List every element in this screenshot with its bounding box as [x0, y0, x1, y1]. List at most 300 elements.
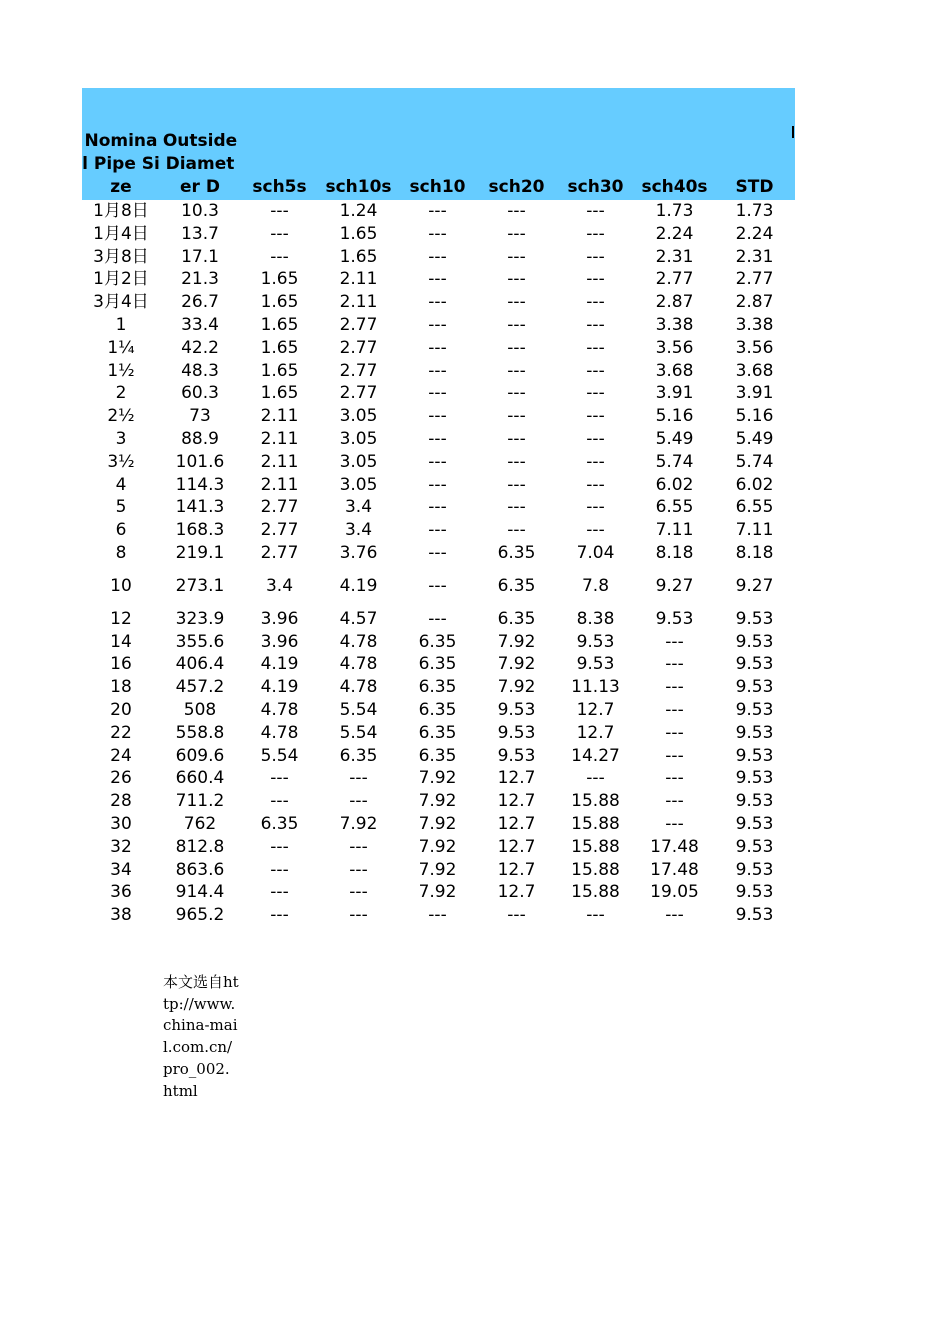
- thickness-cell: 2.77: [339, 360, 378, 381]
- table-row: [82, 337, 795, 360]
- thickness-cell: 2.77: [260, 542, 299, 563]
- thickness-cell: ---: [586, 223, 605, 244]
- table-row: [82, 745, 795, 768]
- thickness-cell: 3.91: [655, 383, 694, 404]
- outside-diameter-cell: 273.1: [175, 575, 225, 596]
- thickness-cell: 6.02: [655, 474, 694, 495]
- outside-diameter-cell: 323.9: [175, 608, 225, 629]
- thickness-cell: 9.27: [655, 575, 694, 596]
- table-row: [82, 474, 795, 497]
- nominal-size-cell: 6: [115, 520, 127, 541]
- thickness-cell: ---: [507, 383, 526, 404]
- thickness-cell: 7.92: [418, 882, 457, 903]
- table-row: [82, 790, 795, 813]
- thickness-cell: 12.7: [497, 791, 536, 812]
- thickness-cell: ---: [270, 223, 289, 244]
- outside-diameter-cell: 457.2: [175, 677, 225, 698]
- thickness-cell: 6.35: [497, 608, 536, 629]
- thickness-cell: 7.92: [497, 677, 536, 698]
- thickness-cell: ---: [665, 722, 684, 743]
- nominal-size-cell: 5: [115, 497, 127, 518]
- thickness-cell: 2.87: [735, 292, 774, 313]
- thickness-cell: ---: [270, 859, 289, 880]
- thickness-cell: ---: [586, 292, 605, 313]
- thickness-cell: 12.7: [497, 836, 536, 857]
- thickness-cell: 2.77: [339, 383, 378, 404]
- outside-diameter-cell: 10.3: [181, 201, 219, 221]
- table-row: [82, 813, 795, 836]
- thickness-cell: 2.77: [339, 314, 378, 335]
- thickness-cell: 9.53: [497, 699, 536, 720]
- thickness-cell: 9.27: [735, 575, 774, 596]
- thickness-cell: ---: [270, 882, 289, 903]
- thickness-cell: 7.04: [576, 542, 615, 563]
- outside-diameter-cell: 609.6: [175, 745, 225, 766]
- thickness-cell: ---: [665, 699, 684, 720]
- thickness-cell: 1.65: [260, 337, 299, 358]
- thickness-cell: ---: [349, 836, 368, 857]
- thickness-cell: 8.18: [655, 542, 694, 563]
- thickness-cell: 1.73: [735, 201, 774, 221]
- nominal-size-cell: 1月2日: [93, 269, 149, 290]
- thickness-cell: ---: [586, 360, 605, 381]
- thickness-cell: ---: [507, 246, 526, 267]
- table-row: [82, 519, 795, 542]
- thickness-cell: 3.68: [655, 360, 694, 381]
- thickness-cell: 2.77: [735, 269, 774, 290]
- table-row: [82, 836, 795, 859]
- thickness-cell: 3.38: [735, 314, 774, 335]
- thickness-cell: ---: [428, 337, 447, 358]
- thickness-cell: 9.53: [497, 745, 536, 766]
- thickness-cell: 15.88: [571, 836, 620, 857]
- thickness-cell: 6.02: [735, 474, 774, 495]
- thickness-cell: 7.92: [418, 836, 457, 857]
- nominal-size-cell: 2: [115, 383, 127, 404]
- thickness-cell: 2.11: [339, 292, 378, 313]
- thickness-cell: ---: [428, 428, 447, 449]
- thickness-cell: 7.11: [735, 520, 774, 541]
- thickness-cell: 1.24: [339, 201, 378, 221]
- thickness-cell: 9.53: [735, 699, 774, 720]
- thickness-cell: 6.35: [418, 654, 457, 675]
- thickness-cell: ---: [428, 520, 447, 541]
- thickness-cell: ---: [586, 246, 605, 267]
- thickness-cell: 7.92: [497, 631, 536, 652]
- thickness-cell: 1.73: [655, 201, 694, 221]
- outside-diameter-cell: 762: [183, 813, 217, 834]
- header-nominal-pipe-size: Nominal Pipe Size: [82, 88, 160, 200]
- outside-diameter-cell: 406.4: [175, 654, 225, 675]
- thickness-cell: ---: [428, 406, 447, 427]
- thickness-cell: 7.92: [418, 791, 457, 812]
- nominal-size-cell: 1: [115, 314, 127, 335]
- header-sch10s: sch10s: [319, 88, 398, 200]
- thickness-cell: 9.53: [576, 654, 615, 675]
- thickness-cell: 3.4: [344, 520, 373, 541]
- thickness-cell: 9.53: [735, 677, 774, 698]
- thickness-cell: 12.7: [497, 813, 536, 834]
- thickness-cell: ---: [507, 269, 526, 290]
- thickness-cell: ---: [507, 905, 526, 926]
- thickness-cell: ---: [349, 859, 368, 880]
- thickness-cell: 4.78: [339, 677, 378, 698]
- thickness-cell: 9.53: [655, 608, 694, 629]
- thickness-cell: ---: [428, 542, 447, 563]
- thickness-cell: ---: [586, 383, 605, 404]
- nominal-size-cell: 1¼: [107, 337, 135, 358]
- thickness-cell: 2.11: [260, 474, 299, 495]
- table-body: [82, 200, 795, 927]
- outside-diameter-cell: 17.1: [181, 246, 219, 267]
- thickness-cell: 7.92: [418, 768, 457, 789]
- header-sch5s: sch5s: [240, 88, 319, 200]
- thickness-cell: ---: [507, 520, 526, 541]
- thickness-cell: ---: [428, 905, 447, 926]
- thickness-cell: ---: [270, 836, 289, 857]
- outside-diameter-cell: 101.6: [175, 451, 225, 472]
- header-std: STD: [714, 88, 795, 200]
- thickness-cell: 5.54: [260, 745, 299, 766]
- thickness-cell: 7.92: [339, 813, 378, 834]
- nominal-size-cell: 14: [110, 631, 132, 652]
- thickness-cell: 9.53: [735, 654, 774, 675]
- thickness-cell: 1.65: [260, 314, 299, 335]
- thickness-cell: 5.16: [735, 406, 774, 427]
- thickness-cell: 3.05: [339, 406, 378, 427]
- thickness-cell: 15.88: [571, 859, 620, 880]
- thickness-cell: 2.77: [655, 269, 694, 290]
- thickness-cell: 3.38: [655, 314, 694, 335]
- thickness-cell: ---: [270, 791, 289, 812]
- thickness-cell: 4.78: [260, 722, 299, 743]
- thickness-cell: 2.77: [339, 337, 378, 358]
- table-row: [82, 428, 795, 451]
- nominal-size-cell: 4: [115, 474, 127, 495]
- thickness-cell: 3.91: [735, 383, 774, 404]
- nominal-size-cell: 38: [110, 905, 132, 926]
- thickness-cell: 2.77: [260, 520, 299, 541]
- thickness-cell: 3.05: [339, 474, 378, 495]
- thickness-cell: 9.53: [735, 631, 774, 652]
- thickness-cell: 1.65: [260, 292, 299, 313]
- thickness-cell: 4.19: [260, 654, 299, 675]
- column-edge-mark: [792, 126, 794, 138]
- table-header: [82, 88, 795, 200]
- outside-diameter-cell: 812.8: [175, 836, 225, 857]
- thickness-cell: ---: [665, 791, 684, 812]
- thickness-cell: 12.7: [497, 859, 536, 880]
- thickness-cell: ---: [586, 474, 605, 495]
- outside-diameter-cell: 141.3: [175, 497, 225, 518]
- thickness-cell: 6.35: [497, 542, 536, 563]
- table-row: [82, 360, 795, 383]
- header-row: [82, 88, 795, 200]
- thickness-cell: 4.19: [260, 677, 299, 698]
- table-row: [82, 904, 795, 927]
- thickness-cell: ---: [507, 406, 526, 427]
- thickness-cell: 4.57: [339, 608, 378, 629]
- thickness-cell: 12.7: [497, 768, 536, 789]
- thickness-cell: ---: [665, 768, 684, 789]
- outside-diameter-cell: 219.1: [175, 542, 225, 563]
- thickness-cell: ---: [349, 882, 368, 903]
- thickness-cell: ---: [428, 223, 447, 244]
- thickness-cell: 2.87: [655, 292, 694, 313]
- table-row: [82, 881, 795, 904]
- thickness-cell: ---: [586, 406, 605, 427]
- thickness-cell: ---: [428, 497, 447, 518]
- thickness-cell: 6.55: [735, 497, 774, 518]
- nominal-size-cell: 26: [110, 768, 132, 789]
- thickness-cell: ---: [428, 269, 447, 290]
- nominal-size-cell: 18: [110, 677, 132, 698]
- thickness-cell: 5.54: [339, 699, 378, 720]
- thickness-cell: ---: [270, 246, 289, 267]
- thickness-cell: 6.35: [418, 699, 457, 720]
- thickness-cell: 15.88: [571, 791, 620, 812]
- thickness-cell: 2.11: [260, 451, 299, 472]
- thickness-cell: 2.11: [260, 406, 299, 427]
- thickness-cell: ---: [507, 497, 526, 518]
- thickness-cell: 4.19: [339, 575, 378, 596]
- thickness-cell: 7.92: [418, 813, 457, 834]
- thickness-cell: 1.65: [260, 269, 299, 290]
- thickness-cell: ---: [507, 201, 526, 221]
- thickness-cell: ---: [507, 314, 526, 335]
- thickness-cell: 3.4: [265, 575, 294, 596]
- thickness-cell: 6.35: [339, 745, 378, 766]
- nominal-size-cell: 34: [110, 859, 132, 880]
- table-row: [82, 722, 795, 745]
- thickness-cell: 4.78: [260, 699, 299, 720]
- table-row: [82, 542, 795, 565]
- thickness-cell: 9.53: [735, 791, 774, 812]
- thickness-cell: ---: [428, 575, 447, 596]
- nominal-size-cell: 1½: [107, 360, 135, 381]
- thickness-cell: ---: [349, 791, 368, 812]
- thickness-cell: 9.53: [497, 722, 536, 743]
- nominal-size-cell: 32: [110, 836, 132, 857]
- thickness-cell: 7.92: [497, 654, 536, 675]
- table-row: [82, 405, 795, 428]
- thickness-cell: 8.18: [735, 542, 774, 563]
- thickness-cell: 8.38: [576, 608, 615, 629]
- thickness-cell: 9.53: [735, 859, 774, 880]
- table-row: [82, 631, 795, 654]
- thickness-cell: 12.7: [576, 722, 615, 743]
- thickness-cell: ---: [270, 201, 289, 221]
- thickness-cell: 15.88: [571, 813, 620, 834]
- nominal-size-cell: 24: [110, 745, 132, 766]
- thickness-cell: 4.78: [339, 631, 378, 652]
- thickness-cell: ---: [586, 497, 605, 518]
- thickness-cell: 6.55: [655, 497, 694, 518]
- nominal-size-cell: 20: [110, 699, 132, 720]
- thickness-cell: ---: [665, 654, 684, 675]
- nominal-size-cell: 36: [110, 882, 132, 903]
- thickness-cell: 9.53: [735, 768, 774, 789]
- thickness-cell: 15.88: [571, 882, 620, 903]
- thickness-cell: 3.56: [655, 337, 694, 358]
- thickness-cell: 3.76: [339, 542, 378, 563]
- thickness-cell: ---: [270, 768, 289, 789]
- nominal-size-cell: 3: [115, 428, 127, 449]
- nominal-size-cell: 3½: [107, 451, 135, 472]
- source-note: 本文选自http://www.china-mail.com.cn/pro_002.html: [163, 973, 239, 1100]
- header-sch10: sch10: [398, 88, 477, 200]
- outside-diameter-cell: 355.6: [175, 631, 225, 652]
- thickness-cell: 5.49: [655, 428, 694, 449]
- outside-diameter-cell: 863.6: [175, 859, 225, 880]
- thickness-cell: 2.31: [735, 246, 774, 267]
- header-sch40s: sch40s: [635, 88, 714, 200]
- nominal-size-cell: 1月8日: [93, 201, 149, 221]
- thickness-cell: ---: [586, 520, 605, 541]
- outside-diameter-cell: 33.4: [181, 314, 219, 335]
- outside-diameter-cell: 168.3: [175, 520, 225, 541]
- thickness-cell: 12.7: [497, 882, 536, 903]
- thickness-cell: ---: [428, 246, 447, 267]
- nominal-size-cell: 16: [110, 654, 132, 675]
- table-row: [82, 608, 795, 631]
- thickness-cell: 5.54: [339, 722, 378, 743]
- thickness-cell: 1.65: [260, 383, 299, 404]
- thickness-cell: 3.96: [260, 631, 299, 652]
- thickness-cell: ---: [586, 269, 605, 290]
- thickness-cell: 3.05: [339, 428, 378, 449]
- thickness-cell: ---: [507, 292, 526, 313]
- thickness-cell: ---: [428, 201, 447, 221]
- outside-diameter-cell: 711.2: [175, 791, 225, 812]
- thickness-cell: 9.53: [735, 813, 774, 834]
- thickness-cell: 19.05: [650, 882, 699, 903]
- thickness-cell: ---: [428, 314, 447, 335]
- table-row: [82, 451, 795, 474]
- thickness-cell: 12.7: [576, 699, 615, 720]
- outside-diameter-cell: 60.3: [181, 383, 219, 404]
- thickness-cell: 9.53: [735, 745, 774, 766]
- table-row: [82, 699, 795, 722]
- thickness-cell: ---: [270, 905, 289, 926]
- thickness-cell: 3.56: [735, 337, 774, 358]
- thickness-cell: ---: [586, 337, 605, 358]
- outside-diameter-cell: 13.7: [181, 223, 219, 244]
- outside-diameter-cell: 114.3: [175, 474, 225, 495]
- thickness-cell: ---: [349, 768, 368, 789]
- thickness-cell: ---: [665, 745, 684, 766]
- thickness-cell: ---: [507, 223, 526, 244]
- outside-diameter-cell: 88.9: [181, 428, 219, 449]
- thickness-cell: ---: [428, 608, 447, 629]
- thickness-cell: ---: [586, 314, 605, 335]
- thickness-cell: 6.35: [497, 575, 536, 596]
- thickness-cell: 2.11: [339, 269, 378, 290]
- table-row: [82, 676, 795, 699]
- table-row: [82, 200, 795, 223]
- table-row: [82, 496, 795, 519]
- header-sch20: sch20: [477, 88, 556, 200]
- thickness-cell: 6.35: [260, 813, 299, 834]
- thickness-cell: ---: [349, 905, 368, 926]
- thickness-cell: ---: [586, 428, 605, 449]
- nominal-size-cell: 22: [110, 722, 132, 743]
- thickness-cell: 6.35: [418, 631, 457, 652]
- thickness-cell: 7.8: [581, 575, 610, 596]
- thickness-cell: ---: [507, 474, 526, 495]
- thickness-cell: 5.16: [655, 406, 694, 427]
- thickness-cell: 5.49: [735, 428, 774, 449]
- thickness-cell: 9.53: [735, 905, 774, 926]
- thickness-cell: ---: [665, 905, 684, 926]
- thickness-cell: 3.05: [339, 451, 378, 472]
- thickness-cell: 7.11: [655, 520, 694, 541]
- thickness-cell: 4.78: [339, 654, 378, 675]
- thickness-cell: ---: [507, 428, 526, 449]
- thickness-cell: ---: [507, 360, 526, 381]
- thickness-cell: 2.24: [735, 223, 774, 244]
- thickness-cell: ---: [665, 813, 684, 834]
- outside-diameter-cell: 73: [189, 406, 211, 427]
- thickness-cell: ---: [507, 451, 526, 472]
- thickness-cell: 2.77: [260, 497, 299, 518]
- thickness-cell: ---: [428, 383, 447, 404]
- table-row: [82, 223, 795, 246]
- thickness-cell: ---: [428, 474, 447, 495]
- outside-diameter-cell: 508: [183, 699, 217, 720]
- thickness-cell: 3.4: [344, 497, 373, 518]
- thickness-cell: 7.92: [418, 859, 457, 880]
- table-row: [82, 767, 795, 790]
- header-outside-diameter: Outside Diameter D: [160, 88, 240, 200]
- thickness-cell: ---: [428, 451, 447, 472]
- table-row: [82, 268, 795, 291]
- outside-diameter-cell: 26.7: [181, 292, 219, 313]
- thickness-cell: 1.65: [339, 246, 378, 267]
- thickness-cell: 9.53: [735, 836, 774, 857]
- nominal-size-cell: 10: [110, 575, 132, 596]
- nominal-size-cell: 3月8日: [93, 246, 149, 267]
- thickness-cell: ---: [586, 451, 605, 472]
- nominal-size-cell: 12: [110, 608, 132, 629]
- thickness-cell: 1.65: [339, 223, 378, 244]
- thickness-cell: 2.11: [260, 428, 299, 449]
- thickness-cell: ---: [586, 905, 605, 926]
- table-row: [82, 565, 795, 608]
- table-row: [82, 314, 795, 337]
- outside-diameter-cell: 660.4: [175, 768, 225, 789]
- header-sch30: sch30: [556, 88, 635, 200]
- thickness-cell: 5.74: [735, 451, 774, 472]
- outside-diameter-cell: 914.4: [175, 882, 225, 903]
- thickness-cell: 5.74: [655, 451, 694, 472]
- thickness-cell: ---: [428, 292, 447, 313]
- outside-diameter-cell: 42.2: [181, 337, 219, 358]
- thickness-cell: ---: [665, 631, 684, 652]
- thickness-cell: 17.48: [650, 859, 699, 880]
- nominal-size-cell: 8: [115, 542, 127, 563]
- thickness-cell: ---: [586, 201, 605, 221]
- thickness-cell: 9.53: [735, 722, 774, 743]
- nominal-size-cell: 2½: [107, 406, 135, 427]
- thickness-cell: ---: [428, 360, 447, 381]
- nominal-size-cell: 3月4日: [93, 292, 149, 313]
- outside-diameter-cell: 558.8: [175, 722, 225, 743]
- thickness-cell: 2.31: [655, 246, 694, 267]
- table-row: [82, 246, 795, 269]
- thickness-cell: ---: [665, 677, 684, 698]
- thickness-cell: 17.48: [650, 836, 699, 857]
